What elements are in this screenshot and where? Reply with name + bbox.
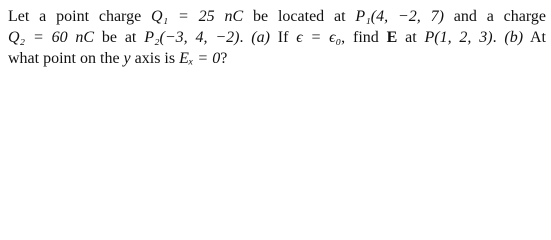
problem-statement <box>8 6 546 69</box>
part-label-b: (b) <box>504 29 524 46</box>
math-expression: y <box>123 50 131 67</box>
text-fragment: what point on the <box>8 50 124 67</box>
text-fragment: be located at <box>243 8 356 25</box>
text-fragment: . <box>492 29 505 46</box>
electric-field-symbol: E <box>386 29 398 46</box>
math-expression: P(1, 2, 3) <box>424 29 493 46</box>
text-fragment: . <box>239 29 252 46</box>
problem-line-2 <box>8 27 546 48</box>
text-fragment: At <box>523 29 547 46</box>
text-fragment: Let a point charge <box>8 8 152 25</box>
text-fragment: at <box>397 29 425 46</box>
problem-line-1 <box>8 6 546 27</box>
part-label-a: (a) <box>251 29 270 46</box>
text-fragment: If <box>269 29 297 46</box>
text-fragment: be at <box>94 29 145 46</box>
math-expression: Q₁ = 25 nC <box>151 8 244 25</box>
math-expression: Q₂ = 60 nC <box>8 29 95 46</box>
text-fragment: ? <box>220 50 228 67</box>
problem-line-3 <box>8 48 546 69</box>
math-expression: P₂(−3, 4, −2) <box>144 29 240 46</box>
text-fragment: axis is <box>130 50 180 67</box>
text-fragment: and a charge <box>443 8 546 25</box>
math-expression: ϵ = ϵ₀ <box>296 29 342 46</box>
text-fragment: , find <box>341 29 387 46</box>
math-expression: P₁(4, −2, 7) <box>355 8 444 25</box>
math-expression: Eₓ = 0 <box>179 50 221 67</box>
